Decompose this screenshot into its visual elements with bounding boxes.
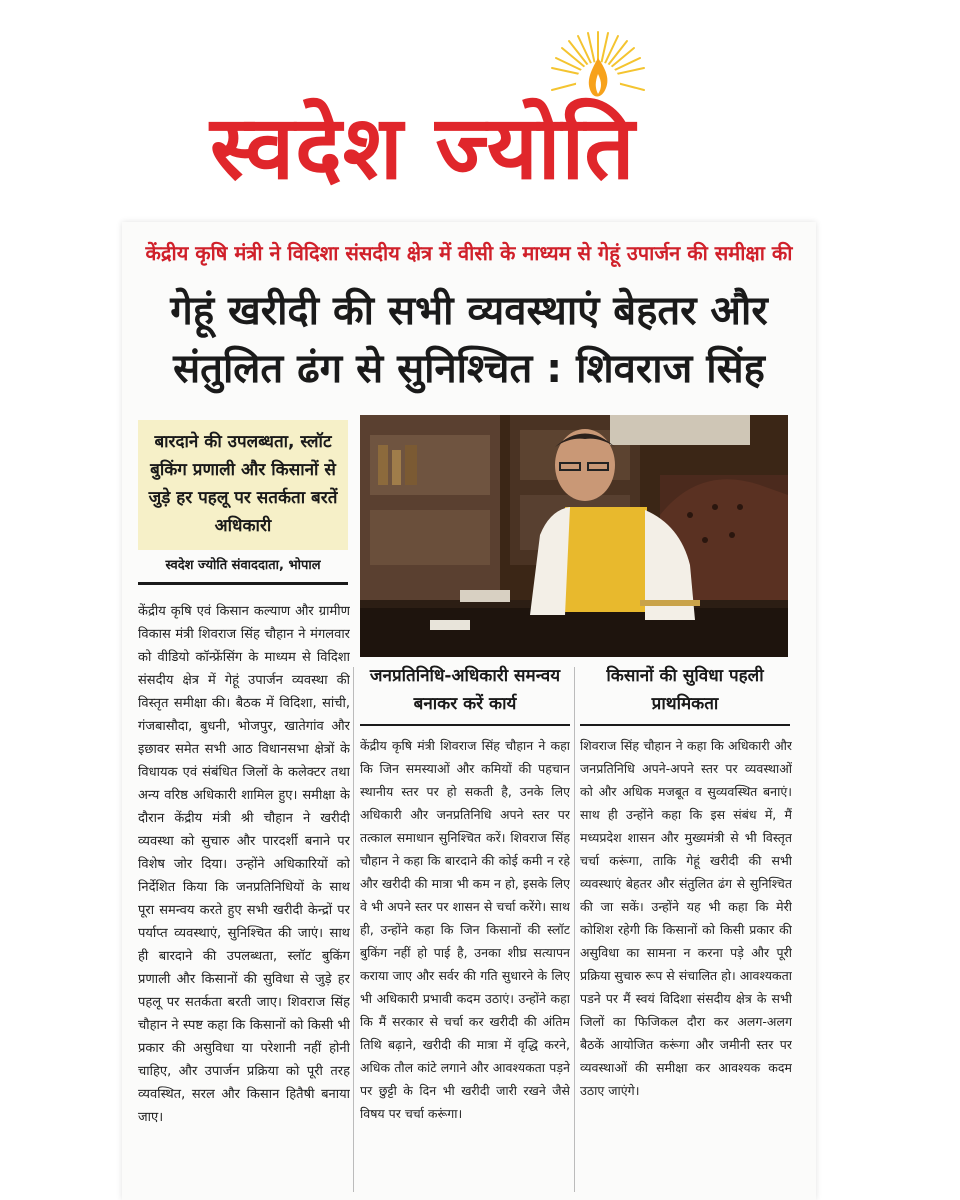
column-divider bbox=[574, 667, 575, 1192]
photo-illustration bbox=[360, 415, 788, 657]
right-column-heading: किसानों की सुविधा पहली प्राथमिकता bbox=[606, 666, 764, 714]
right-column-body: शिवराज सिंह चौहान ने कहा कि अधिकारी और जनप्रतिनिधि अपने-अपने स्तर पर व्यवस्थाओं को और अधिक मजबूत व सुव्यवस्थित बनाएं। साथ ही उन्होंने कहा कि इस संबंध में, मैं मध्यप्रदेश शासन और मुख्यमंत्री से भी विस्तृत चर्चा करूंगा, ताकि गेहूं खरीदी की सभी व्यवस्थाएं बेहतर और संतुलित ढंग से सुनिश्चित की जा सकें। उन्होंने यह भी कहा कि मेरी कोशिश रहेगी कि किसानों को किसी प्रकार की असुविधा का सामना न करना पड़े और पूरी प्रक्रिया सुचारु रूप से संचालित हो। आवश्यकता पडने पर मैं स्वयं विदिशा संसदीय क्षेत्र के सभी जिलों का फिजिकल दौरा कर अलग-अलग बैठकें आयोजित करूंगा और जमीनी स्तर पर व्यवस्थाओं की समीक्षा कर आवश्यक कदम उठाए जाएंगे। bbox=[580, 738, 792, 1098]
headline-line-2: संतुलित ढंग से सुनिश्चित : शिवराज सिंह bbox=[173, 346, 765, 392]
kicker-headline: केंद्रीय कृषि मंत्री ने विदिशा संसदीय क्षेत्र में वीसी के माध्यम से गेहूं उपार्जन की समीक्षा की bbox=[145, 241, 793, 265]
masthead bbox=[0, 0, 960, 215]
column-divider bbox=[353, 667, 354, 1192]
news-clipping bbox=[122, 222, 816, 1200]
left-column-body: केंद्रीय कृषि एवं किसान कल्याण और ग्रामीण विकास मंत्री शिवराज सिंह चौहान ने मंगलवार को वीडियो कॉन्फ्रेंसिंग के माध्यम से विदिशा संसदीय क्षेत्र में गेहूं उपार्जन व्यवस्था की विस्तृत समीक्षा की। बैठक में विदिशा, सांची, गंजबासौदा, बुधनी, भोजपुर, खातेगांव और इछावर समेत सभी आठ विधानसभा क्षेत्रों के विधायक एवं संबंधित जिलों के कलेक्टर तथा अन्य वरिष्ठ अधिकारी शामिल हुए। समीक्षा के दौरान केंद्रीय मंत्री श्री चौहान ने खरीदी व्यवस्था को सुचारु और पारदर्शी बनाने पर विशेष जोर दिया। उन्होंने अधिकारियों को निर्देशित किया कि जनप्रतिनिधियों के साथ पूरा समन्वय करते हुए सभी खरीदी केन्द्रों पर पर्याप्त व्यवस्थाएं, सुनिश्चित की जाएं। साथ ही बारदाने की उपलब्धता, स्लॉट बुकिंग प्रणाली और किसानों की सुविधा से जुड़े हर पहलू पर सतर्कता बरती जाए। शिवराज सिंह चौहान ने स्पष्ट कहा कि किसानों को किसी भी प्रकार की असुविधा या परेशानी नहीं होनी चाहिए, और उपार्जन प्रक्रिया को पूरी तरह व्यवस्थित, सरल और किसान हितैषी बनाया जाए। bbox=[138, 604, 350, 1125]
main-headline bbox=[122, 282, 816, 398]
middle-heading-rule bbox=[360, 724, 570, 726]
masthead-title: स्वदेश ज्योति bbox=[210, 95, 636, 199]
byline-rule bbox=[138, 582, 348, 585]
right-heading-rule bbox=[580, 724, 790, 726]
middle-column-heading: जनप्रतिनिधि-अधिकारी समन्वय बनाकर करें कार्य bbox=[369, 666, 561, 714]
middle-column-body: केंद्रीय कृषि मंत्री शिवराज सिंह चौहान ने कहा कि जिन समस्याओं और कमियों की पहचान स्थानीय स्तर पर हो सकती है, उनके लिए अधिकारी और जनप्रतिनिधि अपने स्तर पर तत्काल समाधान सुनिश्चित करें। शिवराज सिंह चौहान ने कहा कि बारदाने की कोई कमी न रहे और खरीदी की मात्रा भी कम न हो, इसके लिए वे भी अपने स्तर पर शासन से चर्चा करेंगे। साथ ही, उन्होंने कहा कि जिन किसानों की स्लॉट बुकिंग नहीं हो पाई है, उनका शीघ्र सत्यापन कराया जाए और सर्वर की गति सुधारने के लिए भी अधिकारी प्रभावी कदम उठाएं। उन्होंने कहा कि मैं सरकार से चर्चा कर खरीदी की अंतिम तिथि बढ़ाने, खरीदी की मात्रा में वृद्धि करने, अधिक तौल कांटे लगाने और आवश्यकता पड़ने पर छुट्टी के दिन भी खरीदी जारी रखने जैसे विषय पर चर्चा करूंगा। bbox=[360, 738, 570, 1121]
article-photo bbox=[360, 415, 788, 657]
sub-headline-box: बारदाने की उपलब्धता, स्लॉट बुकिंग प्रणाली और किसानों से जुड़े हर पहलू पर सतर्कता बरतें अधिकारी bbox=[138, 420, 348, 550]
byline: स्वदेश ज्योति संवाददाता, भोपाल bbox=[165, 558, 321, 573]
headline-line-1: गेहूं खरीदी की सभी व्यवस्थाएं बेहतर और bbox=[170, 288, 768, 334]
